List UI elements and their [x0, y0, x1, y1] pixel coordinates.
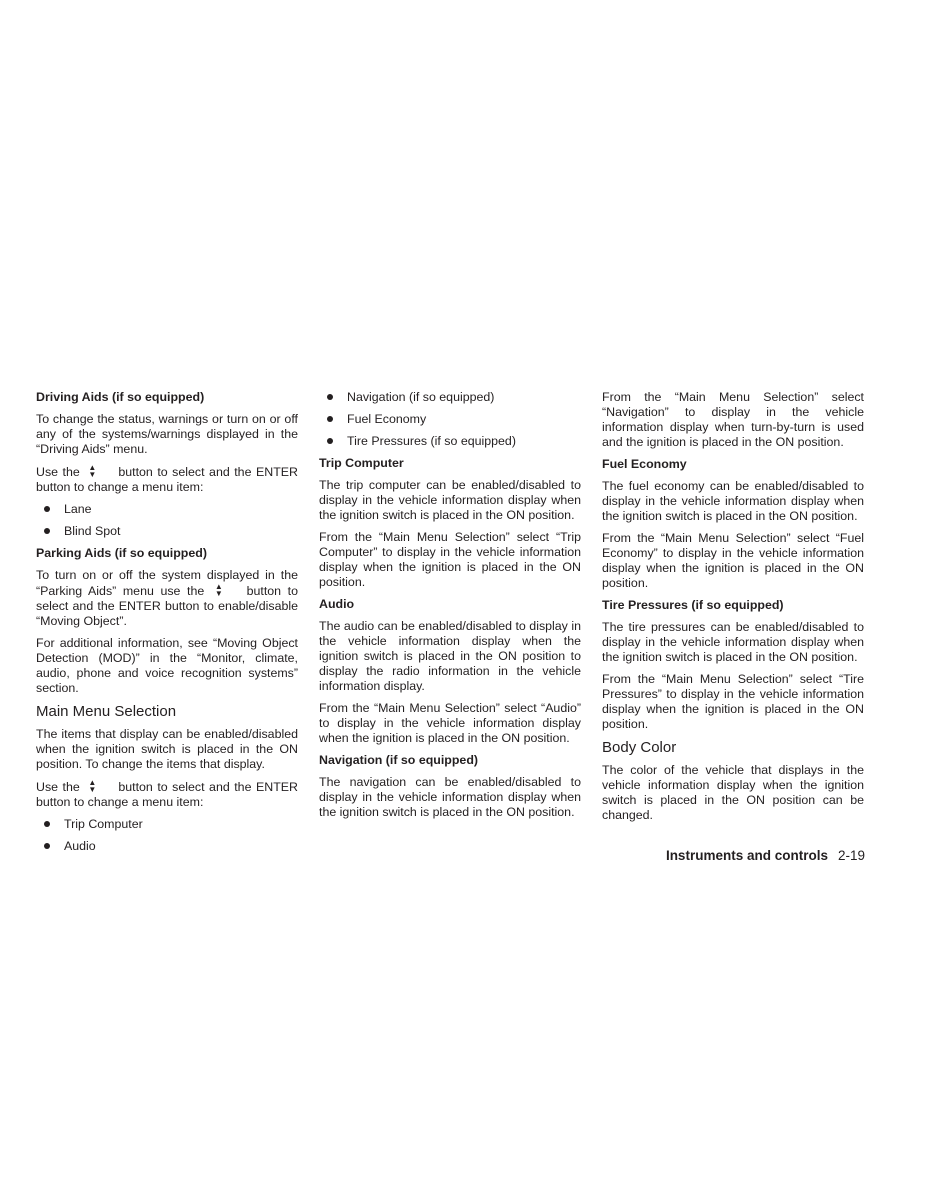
driving-aids-instruction-post: button to select and the ENTER button to change a menu item:: [36, 465, 298, 494]
driving-aids-instruction-pre: Use the: [36, 465, 80, 479]
main-menu-instruction-post: button to select and the ENTER button to change a menu item:: [36, 780, 298, 809]
bullet-icon: [327, 394, 333, 400]
list-item: Lane: [36, 502, 298, 517]
audio-paragraph-1: The audio can be enabled/disabled to display in the vehicle information display when the ignition switch is placed in the ON position to display the radio information in the vehicle information display.: [319, 619, 581, 693]
bullet-icon: [327, 438, 333, 444]
trip-computer-paragraph-2: From the “Main Menu Selection” select “Trip Computer” to display in the vehicle information display when the ignition is placed in the ON position.: [319, 530, 581, 589]
column-2: [319, 390, 581, 827]
main-menu-heading: Main Menu Selection: [36, 703, 177, 720]
tire-pressures-paragraph-1: The tire pressures can be enabled/disabled to display in the vehicle information display when the ignition switch is placed in the ON position.: [602, 620, 864, 664]
main-menu-instruction: [36, 779, 298, 810]
parking-aids-paragraph: [36, 568, 298, 629]
trip-computer-heading: Trip Computer: [319, 456, 404, 470]
body-color-paragraph: The color of the vehicle that displays in the vehicle information display when the ignition switch is placed in the ON position can be changed.: [602, 763, 864, 822]
driving-aids-paragraph: To change the status, warnings or turn on or off any of the systems/warnings displayed in the “Driving Aids” menu.: [36, 412, 298, 456]
navigation-heading: Navigation (if so equipped): [319, 753, 479, 767]
list-item: Audio: [36, 839, 298, 854]
column-3: [602, 390, 864, 830]
list-item: Blind Spot: [36, 524, 298, 539]
bullet-icon: [44, 821, 50, 827]
tire-pressures-paragraph-2: From the “Main Menu Selection” select “Tire Pressures” to display in the vehicle information display when the ignition is placed in the ON position.: [602, 672, 864, 731]
page-number: 2-19: [837, 848, 865, 863]
list-item: Navigation (if so equipped): [319, 390, 581, 405]
column-1: [36, 390, 298, 861]
tire-pressures-heading: Tire Pressures (if so equipped): [602, 598, 784, 612]
parking-aids-heading: Parking Aids (if so equipped): [36, 546, 207, 560]
navigation-paragraph-1: The navigation can be enabled/disabled to display in the vehicle information display when the ignition switch is placed in the ON position.: [319, 775, 581, 819]
list-item: Trip Computer: [36, 817, 298, 832]
driving-aids-heading: Driving Aids (if so equipped): [36, 390, 205, 404]
bullet-icon: [44, 528, 50, 534]
driving-aids-instruction: [36, 464, 298, 495]
main-menu-instruction-pre: Use the: [36, 780, 80, 794]
up-down-arrow-icon: ▲ ▼: [88, 463, 97, 479]
body-color-heading: Body Color: [602, 739, 677, 756]
bullet-icon: [44, 506, 50, 512]
main-menu-paragraph: The items that display can be enabled/disabled when the ignition switch is placed in the ON position. To change the items that display.: [36, 727, 298, 771]
audio-heading: Audio: [319, 597, 355, 611]
bullet-icon: [327, 416, 333, 422]
up-down-arrow-icon: ▲ ▼: [214, 582, 223, 598]
trip-computer-paragraph-1: The trip computer can be enabled/disabled to display in the vehicle information display when the ignition switch is placed in the ON position.: [319, 478, 581, 522]
fuel-economy-paragraph-1: The fuel economy can be enabled/disabled to display in the vehicle information display when the ignition switch is placed in the ON position.: [602, 479, 864, 523]
fuel-economy-heading: Fuel Economy: [602, 457, 687, 471]
parking-aids-pre: To turn on or off the system displayed in the “Parking Aids” menu use the: [36, 568, 298, 598]
up-down-arrow-icon: ▲ ▼: [88, 778, 97, 794]
bullet-icon: [44, 843, 50, 849]
audio-paragraph-2: From the “Main Menu Selection” select “Audio” to display in the vehicle information display when the ignition is placed in the ON position.: [319, 701, 581, 745]
fuel-economy-paragraph-2: From the “Main Menu Selection” select “Fuel Economy” to display in the vehicle information display when the ignition is placed in the ON position.: [602, 531, 864, 590]
list-item: Fuel Economy: [319, 412, 581, 427]
list-item: Tire Pressures (if so equipped): [319, 434, 581, 449]
parking-aids-reference: For additional information, see “Moving Object Detection (MOD)” in the “Monitor, climate, audio, phone and voice recognition systems” section.: [36, 636, 298, 695]
footer-section-title: Instruments and controls: [665, 848, 828, 863]
parking-aids-post: button to select and the ENTER button to enable/disable “Moving Object”.: [36, 584, 298, 628]
page-footer: [560, 848, 865, 863]
navigation-paragraph-2: From the “Main Menu Selection” select “Navigation” to display in the vehicle information display when turn-by-turn is used and the ignition is placed in the ON position.: [602, 390, 864, 449]
